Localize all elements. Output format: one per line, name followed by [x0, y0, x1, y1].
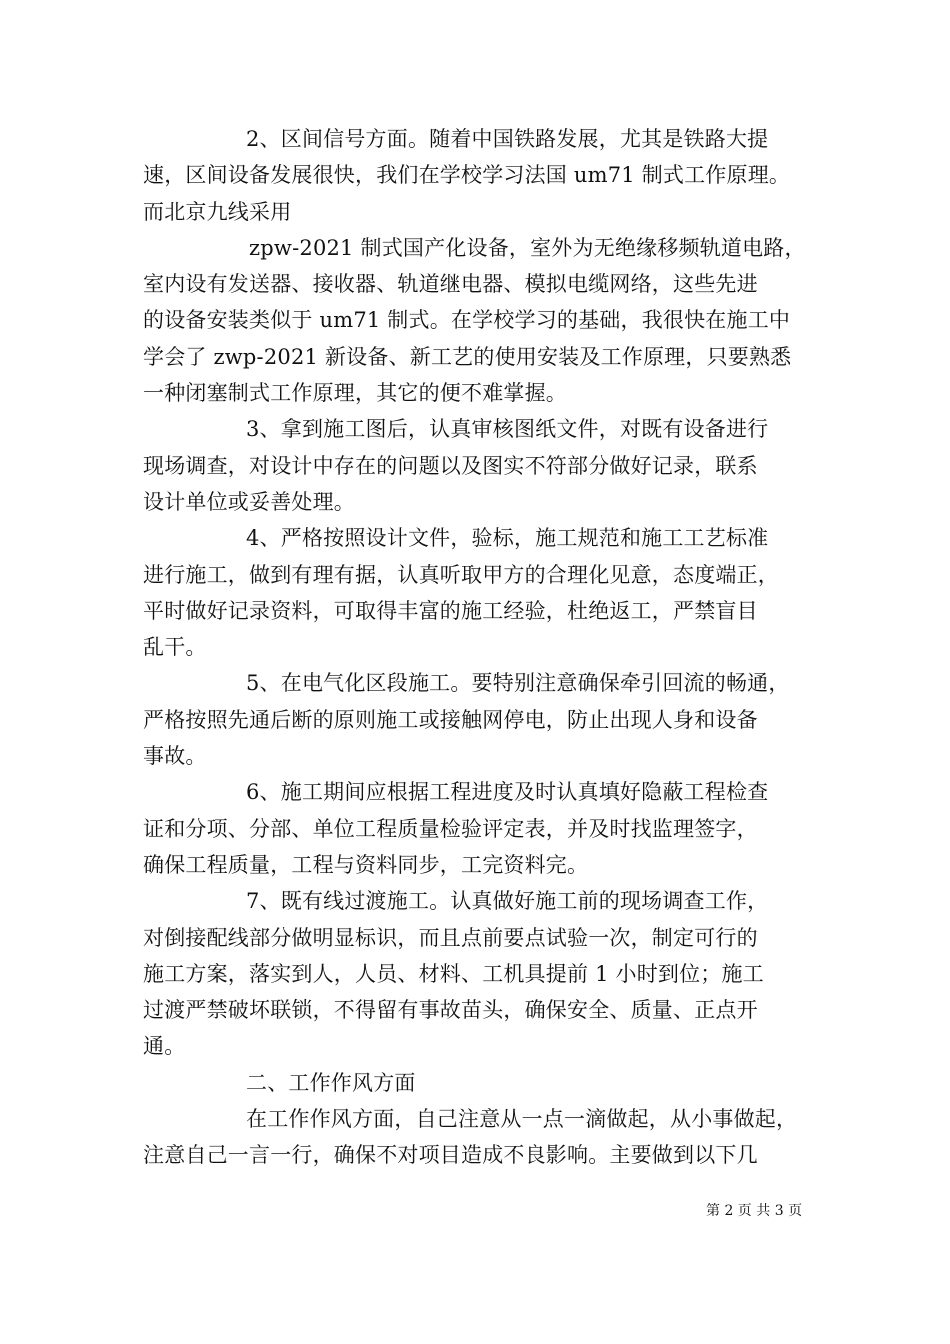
paragraph-line: 室内设有发送器、接收器、轨道继电器、模拟电缆网络，这些先进 — [143, 272, 758, 297]
paragraph-line: 平时做好记录资料，可取得丰富的施工经验，杜绝返工，严禁盲目 — [143, 598, 758, 623]
paragraph-line: 5、在电气化区段施工。要特别注意确保牵引回流的畅通， — [246, 671, 790, 696]
section-heading: 二、工作作风方面 — [246, 1070, 416, 1095]
paragraph-line: 3、拿到施工图后，认真审核图纸文件，对既有设备进行 — [246, 417, 769, 442]
paragraph-line: 设计单位或妥善处理。 — [143, 489, 355, 514]
page-number-footer: 第 2 页 共 3 页 — [706, 1203, 803, 1219]
paragraph-line: 2、区间信号方面。随着中国铁路发展，尤其是铁路大提 — [246, 127, 769, 151]
paragraph-line: 严格按照先通后断的原则施工或接触网停电，防止出现人身和设备 — [143, 707, 758, 732]
paragraph-line: 速，区间设备发展很快，我们在学校学习法国 um71 制式工作原理。 — [143, 163, 791, 188]
paragraph-line: 6、施工期间应根据工程进度及时认真填好隐蔽工程检查 — [246, 780, 769, 805]
paragraph-line: 4、严格按照设计文件，验标，施工规范和施工工艺标准 — [246, 526, 769, 551]
paragraph-line: 对倒接配线部分做明显标识，而且点前要点试验一次，制定可行的 — [143, 925, 758, 950]
paragraph-line: 通。 — [143, 1034, 186, 1059]
paragraph-line: 学会了 zwp-2021 新设备、新工艺的使用安装及工作原理，只要熟悉 — [143, 344, 792, 369]
paragraph-line: zpw-2021 制式国产化设备，室外为无绝缘移频轨道电路， — [249, 235, 806, 260]
paragraph-line: 注意自己一言一行，确保不对项目造成不良影响。主要做到以下几 — [143, 1143, 758, 1168]
paragraph-line: 现场调查，对设计中存在的问题以及图实不符部分做好记录，联系 — [143, 453, 758, 478]
paragraph-line: 一种闭塞制式工作原理，其它的便不难掌握。 — [143, 381, 567, 406]
paragraph-line: 确保工程质量，工程与资料同步，工完资料完。 — [143, 852, 589, 877]
paragraph-line: 进行施工，做到有理有据，认真听取甲方的合理化见意，态度端正， — [143, 562, 779, 587]
paragraph-line: 在工作作风方面，自己注意从一点一滴做起，从小事做起， — [246, 1107, 798, 1132]
paragraph-line: 事故。 — [143, 744, 207, 769]
paragraph-line: 的设备安装类似于 um71 制式。在学校学习的基础，我很快在施工中 — [143, 308, 791, 333]
paragraph-line: 证和分项、分部、单位工程质量检验评定表，并及时找监理签字， — [143, 816, 758, 841]
paragraph-line: 过渡严禁破坏联锁，不得留有事故苗头，确保安全、质量、正点开 — [143, 998, 758, 1023]
paragraph-line: 施工方案，落实到人，人员、材料、工机具提前 1 小时到位；施工 — [143, 961, 764, 986]
paragraph-line: 7、既有线过渡施工。认真做好施工前的现场调查工作， — [246, 889, 769, 914]
paragraph-line: 乱干。 — [143, 635, 207, 660]
paragraph-line: 而北京九线采用 — [143, 199, 292, 224]
body-text — [143, 121, 813, 1174]
